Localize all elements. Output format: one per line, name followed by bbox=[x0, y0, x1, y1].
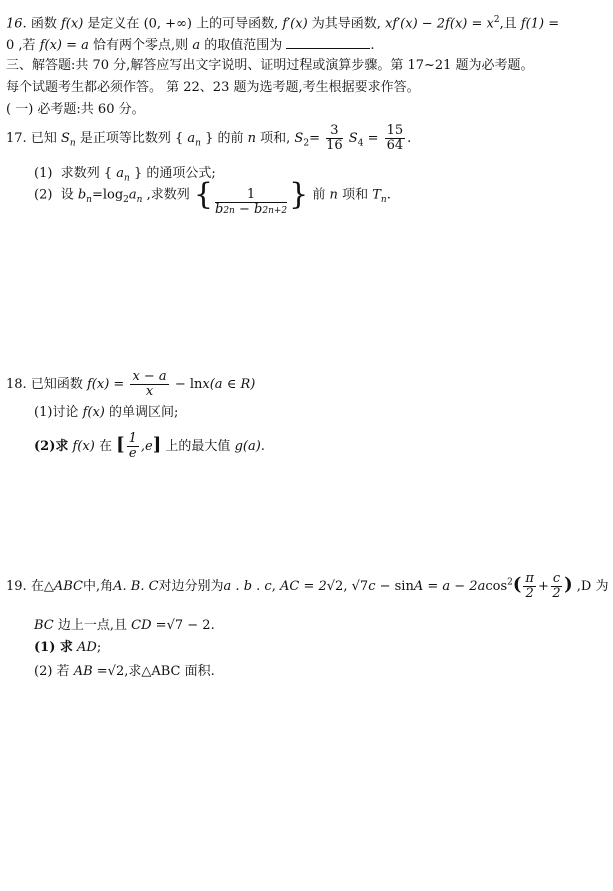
q16-equation: xf′(x) − 2f(x) = x bbox=[385, 16, 494, 32]
q19-text: 中,角 bbox=[82, 579, 114, 594]
section3-line3: ( 一) 必考题:共 60 分。 bbox=[6, 102, 145, 117]
q17-text: } 的前 bbox=[205, 131, 244, 146]
q19-text: 在△ bbox=[30, 579, 54, 594]
q16-a: a bbox=[192, 38, 201, 53]
q17-text: 设 bbox=[60, 187, 74, 203]
q17-Tn: T bbox=[372, 187, 381, 203]
q18-interval-fraction: $\frac{1}{e}$ bbox=[128, 431, 137, 461]
q18-period: . bbox=[260, 439, 265, 454]
q16-period: . bbox=[370, 38, 375, 53]
q19-text: 对边分别为 bbox=[158, 579, 224, 594]
q19-triangle: ABC bbox=[53, 579, 83, 594]
q19-line2: BC 边上一点,且 CD =√7 − 2. bbox=[34, 618, 215, 633]
q16-text: 为其导函数, bbox=[311, 16, 381, 32]
q18-fx: f(x) bbox=[72, 439, 95, 454]
q16-f1: f(1) = bbox=[520, 16, 560, 32]
q16-text: 函数 bbox=[30, 16, 57, 32]
q16-text: ,且 bbox=[499, 16, 517, 32]
q19-text: 边上一点,且 bbox=[57, 618, 128, 633]
q19-text: ,求△ABC 面积. bbox=[124, 664, 215, 679]
q19-line1: 19. 在△ABC中,角A. B. C对边分别为a . b . c, AC = 2√2, √7c − sinA = a − 2acos$^2$( $\frac{\pi}{2}$ + $\frac{c}{2}$ ) ,D 为 bbox=[6, 571, 609, 601]
q18-part2: (2)求 f(x) 在 [ $\frac{1}{e}$ ,e] 上的最大值 g(a). bbox=[34, 431, 265, 461]
q19-rhs: = a − 2a bbox=[427, 579, 486, 594]
q18-text: 在 bbox=[98, 439, 112, 454]
q18-text: 已知函数 bbox=[30, 377, 83, 392]
q16-line1 bbox=[6, 12, 559, 32]
q17-period: . bbox=[386, 187, 391, 203]
q19-sin: − sin bbox=[379, 579, 414, 594]
q17-an: a bbox=[187, 131, 196, 146]
q17-text: 是正项等比数列 { bbox=[79, 131, 184, 146]
q16-text: 的取值范围为 bbox=[204, 38, 283, 53]
q17-text: 求数列 { bbox=[60, 166, 113, 181]
q18-number: 18. bbox=[6, 377, 27, 392]
q19-sides: a . b . c bbox=[223, 579, 272, 594]
q19-ad: AD bbox=[77, 640, 97, 655]
q17-fraction-2: $\frac{15}{64}$ bbox=[386, 123, 404, 153]
q19-ac: AC = 2 bbox=[279, 579, 327, 594]
q17-eq: = bbox=[367, 131, 379, 146]
q18-text: 上的最大值 bbox=[165, 439, 231, 454]
q18-ga: g(a) bbox=[234, 439, 261, 454]
q17-text: } 的通项公式; bbox=[133, 166, 216, 181]
section3-line1: 三、解答题:共 70 分,解答应写出文字说明、证明过程或演算步骤。第 17~21 题为必考题。 bbox=[6, 58, 534, 73]
q16-fpx: f′(x) bbox=[282, 16, 308, 32]
q17-n: n bbox=[329, 187, 338, 203]
section3-line2: 每个试题考生都必须作答。 第 22、23 题为选考题,考生根据要求作答。 bbox=[6, 80, 420, 95]
right-bracket: ] bbox=[152, 434, 162, 455]
sqrt-icon: √ bbox=[326, 579, 336, 594]
q17-text: ,求数列 bbox=[146, 187, 190, 203]
left-bracket: [ bbox=[116, 434, 125, 455]
answer-blank bbox=[286, 36, 370, 49]
q18-part1 bbox=[34, 405, 178, 421]
q17-an: a bbox=[116, 166, 124, 181]
q18-condition: (a ∈ R) bbox=[209, 377, 256, 392]
q19-part1: (1) 求 AD; bbox=[34, 640, 102, 655]
q17-part1: (1) 求数列 { $a_n$ } 的通项公式; bbox=[34, 166, 216, 184]
q18-fx: f(x) bbox=[82, 405, 105, 420]
q16-text: 0 ,若 bbox=[6, 38, 36, 53]
q16-text: 是定义在 bbox=[87, 16, 140, 32]
q19-c-fraction: $\frac{c}{2}$ bbox=[552, 571, 561, 601]
q17-text: 项和 bbox=[342, 187, 369, 203]
q19-part2: (2) 若 AB =√2,求△ABC 面积. bbox=[34, 664, 215, 679]
q17-part2-label: (2) bbox=[34, 187, 53, 203]
q17-period: . bbox=[407, 131, 412, 146]
q17-S2-sub: 2 bbox=[303, 138, 310, 149]
q17-text: 已知 bbox=[30, 131, 57, 146]
q17-text: 前 bbox=[312, 187, 326, 203]
q17-number: 17. bbox=[6, 131, 27, 146]
q17-Sn: S bbox=[60, 131, 70, 146]
q17-Sn-sub: n bbox=[69, 138, 76, 149]
q17-an-sub: n bbox=[195, 138, 201, 149]
q17-log: =log bbox=[91, 187, 124, 203]
q19-text: (1) 求 bbox=[34, 640, 73, 655]
q17-n: n bbox=[247, 131, 256, 146]
q19-number: 19. bbox=[6, 579, 27, 594]
q17-S4-sub: 4 bbox=[357, 138, 364, 149]
q19-text: (2) 若 bbox=[34, 664, 70, 679]
q19-angles: A. B. C bbox=[113, 579, 159, 594]
q17-S4: S bbox=[348, 131, 358, 146]
q17-fraction-1: $\frac{3}{16}$ bbox=[326, 123, 343, 153]
q18-line1: 18. 已知函数 f(x) = $\frac{x - a}{x}$ − lnx(a ∈ R) bbox=[6, 369, 256, 399]
q16-text: 上的可导函数, bbox=[196, 16, 279, 32]
q18-ln: − ln bbox=[174, 377, 203, 392]
q18-text: (1)讨论 bbox=[34, 405, 79, 420]
q18-fx: f(x) = bbox=[86, 377, 125, 392]
q19-ab: AB = bbox=[73, 664, 108, 679]
q18-text: (2)求 bbox=[34, 439, 69, 454]
q17-line1 bbox=[6, 124, 411, 153]
q16-fxa: f(x) = a bbox=[39, 38, 89, 53]
q17-S2: S bbox=[294, 131, 304, 146]
sqrt-icon: √ bbox=[351, 579, 360, 594]
q19-pi-fraction: $\frac{\pi}{2}$ bbox=[525, 571, 534, 601]
q17-eq: = bbox=[309, 131, 320, 146]
q19-text: ,D 为 bbox=[576, 579, 609, 594]
q18-text: 的单调区间; bbox=[109, 405, 179, 420]
q17-part1-label: (1) bbox=[34, 166, 53, 181]
q16-eq-sup: 2 bbox=[493, 15, 500, 25]
q16-interval: (0, +∞) bbox=[143, 16, 192, 32]
q16-text: 恰有两个零点,则 bbox=[93, 38, 189, 53]
right-brace: } bbox=[289, 177, 309, 212]
q18-fraction: $\frac{x - a}{x}$ bbox=[132, 369, 167, 399]
left-brace: { bbox=[193, 177, 213, 212]
q17-sequence-fraction: $\frac{1}{b2n - b2n+2}$ bbox=[214, 186, 288, 217]
q16-line2 bbox=[6, 36, 375, 54]
q19-cd: CD = bbox=[131, 618, 167, 633]
q17-bn: b bbox=[77, 187, 87, 203]
q19-bc: BC bbox=[34, 618, 54, 633]
q16-fx: f(x) bbox=[60, 16, 84, 32]
q16-number: 16. bbox=[6, 16, 27, 32]
q17-text: 项和, bbox=[260, 131, 291, 146]
q17-part2: (2) 设 $b_n=\log_2a_n$ ,求数列 { $\frac{1}{b2n - b2n+2}$ } 前 n 项和 $T_n$. bbox=[34, 177, 391, 217]
